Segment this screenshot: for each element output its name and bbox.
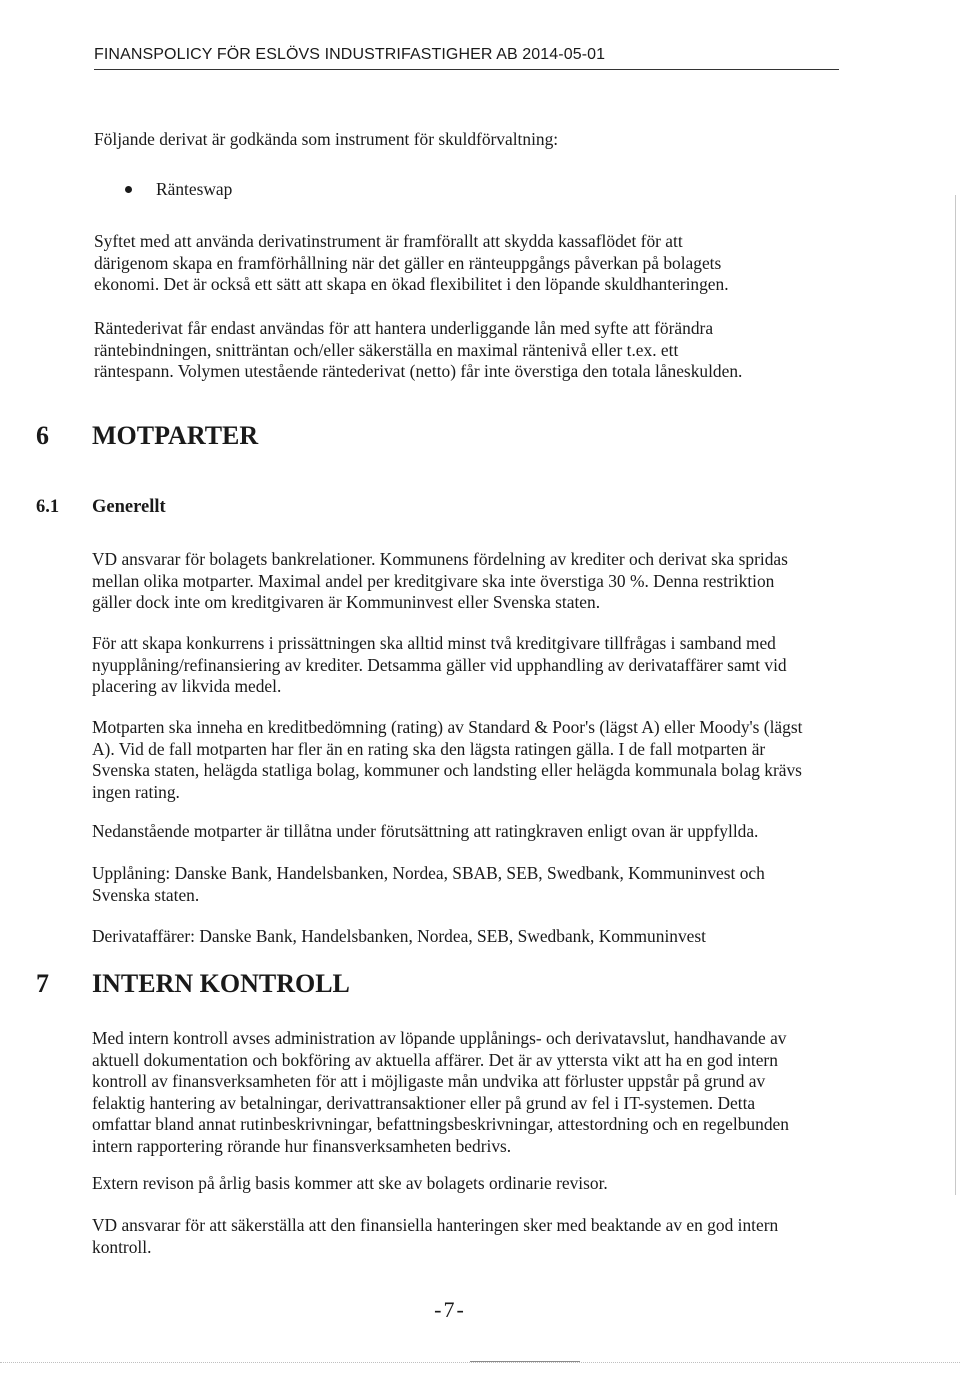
- derivative-counterparties-paragraph: [92, 926, 706, 948]
- running-header: FINANSPOLICY FÖR ESLÖVS INDUSTRIFASTIGHER AB 2014-05-01: [94, 46, 606, 63]
- paragraph-line: Upplåning: Danske Bank, Handelsbanken, Nordea, SBAB, SEB, Swedbank, Kommuninvest och: [92, 863, 765, 883]
- subsection-number: 6.1: [36, 497, 60, 517]
- paragraph-line: Svenska staten.: [92, 884, 200, 905]
- purpose-line: ekonomi. Det är också ett sätt att skapa en ökad flexibilitet i den löpande skuldhanteringen.: [94, 274, 729, 294]
- paragraph-line: VD ansvarar för bolagets bankrelationer. Kommunens fördelning av krediter och derivat ska spridas: [92, 549, 788, 569]
- header-rule: [94, 69, 839, 70]
- scan-bottom-mark: [470, 1361, 580, 1362]
- paragraph-line: Motparten ska inneha en kreditbedömning (rating) av Standard & Poor's (lägst A) eller Moody's (lägst: [92, 717, 803, 737]
- paragraph-line: kontroll av finansverksamheten för att i möjligaste mån undvika att förluster uppstår på grund av: [92, 1071, 766, 1091]
- paragraph-line: Derivataffärer: Danske Bank, Handelsbanken, Nordea, SEB, Swedbank, Kommuninvest: [92, 926, 706, 946]
- approved-derivatives-text: Följande derivat är godkända som instrument för skuldförvaltning:: [94, 129, 559, 149]
- rating-paragraph: [92, 717, 834, 803]
- usage-paragraph: [94, 318, 742, 383]
- purpose-paragraph: [94, 231, 729, 296]
- purpose-line: Syftet med att använda derivatinstrument är framförallt att skydda kassaflödet för att: [94, 231, 683, 251]
- bank-relations-paragraph: [92, 549, 834, 614]
- paragraph-line: omfattar bland annat rutinbeskrivningar, befattningsbeskrivningar, attestordning och en regelbunden: [92, 1114, 789, 1134]
- paragraph-line: ingen rating.: [92, 781, 180, 802]
- paragraph-line: aktuell dokumentation och bokföring av aktuella affärer. Det är av yttersta vikt att ha en god intern: [92, 1049, 778, 1070]
- section-number: 7: [36, 969, 49, 998]
- ceo-responsibility-paragraph: [92, 1215, 834, 1258]
- external-audit-paragraph: [92, 1173, 608, 1195]
- usage-line: Räntederivat får endast användas för att hantera underliggande lån med syfte att förändra: [94, 318, 714, 338]
- internal-control-paragraph: [92, 1028, 834, 1157]
- section-title: INTERN KONTROLL: [92, 969, 350, 998]
- scan-edge-line: [955, 195, 956, 1195]
- scan-bottom-edge: [0, 1362, 960, 1363]
- page-number: -7-: [434, 1297, 466, 1322]
- bullet-item: Ränteswap: [156, 179, 233, 199]
- paragraph-line: VD ansvarar för att säkerställa att den finansiella hanteringen sker med beaktande av en god intern: [92, 1215, 779, 1235]
- paragraph-line: Med intern kontroll avses administration av löpande upplånings- och derivatavslut, handhavande av: [92, 1028, 787, 1048]
- usage-line: räntespann. Volymen utestående räntederivat (netto) får inte överstiga den totala låneskulden.: [94, 361, 743, 381]
- paragraph-line: Svenska staten, helägda statliga bolag, kommuner och landsting eller helägda kommunala bolag krävs: [92, 760, 802, 780]
- paragraph-line: För att skapa konkurrens i prissättningen ska alltid minst två kreditgivare tillfrågas i samband med: [92, 633, 776, 653]
- paragraph-line: kontroll.: [92, 1236, 152, 1257]
- competition-paragraph: [92, 633, 834, 698]
- paragraph-line: gäller dock inte om kreditgivaren är Kommuninvest eller Svenska staten.: [92, 592, 601, 612]
- section-title: MOTPARTER: [92, 421, 259, 450]
- purpose-line: därigenom skapa en framförhållning när det gäller en ränteuppgångs påverkan på bolagets: [94, 252, 722, 273]
- section-number: 6: [36, 421, 49, 450]
- paragraph-line: intern rapportering rörande hur finansverksamheten bedrivs.: [92, 1135, 512, 1156]
- borrowing-counterparties-paragraph: [92, 863, 834, 906]
- paragraph-line: felaktig hantering av betalningar, derivattransaktioner eller på grund av fel i IT-systemen. Detta: [92, 1092, 756, 1113]
- usage-line: räntebindningen, snitträntan och/eller säkerställa en maximal räntenivå eller t.ex. ett: [94, 339, 679, 360]
- allowed-counterparties-paragraph: [92, 821, 758, 843]
- paragraph-line: Nedanstående motparter är tillåtna under förutsättning att ratingkraven enligt ovan är uppfyllda.: [92, 821, 759, 841]
- paragraph-line: Extern revison på årlig basis kommer att ske av bolagets ordinarie revisor.: [92, 1173, 608, 1193]
- subsection-title: Generellt: [92, 497, 166, 517]
- paragraph-line: mellan olika motparter. Maximal andel per kreditgivare ska inte överstiga 30 %. Denna restriktion: [92, 570, 775, 591]
- paragraph-line: A). Vid de fall motparten har fler än en rating ska den lägsta ratingen gälla. I de fall motparten är: [92, 738, 766, 759]
- bullet-icon: [125, 186, 132, 193]
- paragraph-line: placering av likvida medel.: [92, 676, 282, 696]
- paragraph-line: nyupplåning/refinansiering av krediter. Detsamma gäller vid upphandling av derivataffärer samt vid: [92, 654, 787, 675]
